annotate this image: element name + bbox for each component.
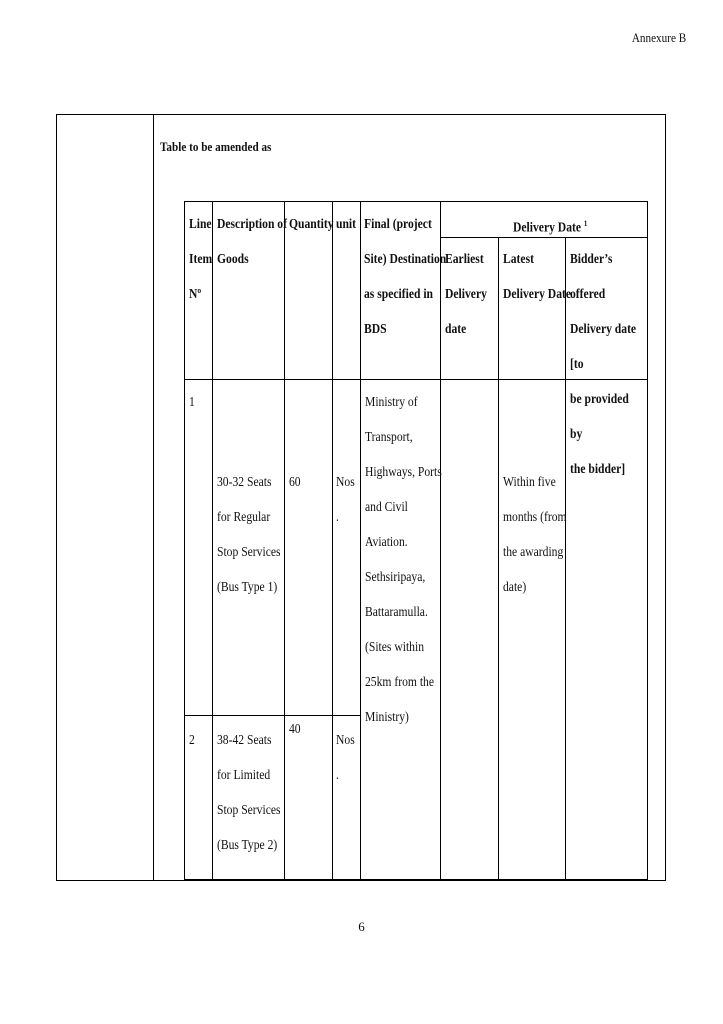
header-offered: Bidder’s offered Delivery date [to be provided by the bidder] [570, 251, 637, 476]
grid-line [184, 201, 648, 202]
header-line-item: Line Item Nº [189, 216, 213, 301]
latest-delivery-text: Within five months (from the awarding date) [503, 474, 567, 594]
amend-title: Table to be amended as [160, 139, 272, 154]
page-number: 6 [358, 919, 365, 934]
row2-unit: Nos . [336, 732, 355, 782]
outer-table-divider [153, 114, 154, 881]
header-destination: Final (project Site) Destination as specified in BDS [364, 216, 447, 336]
row1-number: 1 [189, 394, 195, 409]
header-delivery-date [513, 206, 587, 245]
row2-quantity: 40 [289, 721, 301, 736]
grid-line [184, 201, 185, 881]
grid-line [647, 201, 648, 881]
destination-text: Ministry of Transport, Highways, Ports and Civil Aviation. Sethsiripaya, Battaramulla. (Sites within 25km from the Ministry) [365, 394, 442, 724]
row2-description: 38-42 Seats for Limited Stop Services (Bus Type 2) [217, 732, 281, 852]
header-description: Description of Goods [217, 216, 287, 266]
goods-table [184, 201, 648, 881]
annexure-label: Annexure B [631, 30, 686, 45]
grid-line [184, 715, 361, 716]
delivery-date-label: Delivery Date [513, 219, 582, 235]
grid-line [332, 201, 333, 881]
header-latest: Latest Delivery Date [503, 251, 572, 301]
grid-line [360, 201, 361, 881]
row2-number: 2 [189, 732, 195, 747]
header-quantity: Quantity [289, 216, 334, 231]
row1-description: 30-32 Seats for Regular Stop Services (Bus Type 1) [217, 474, 281, 594]
header-earliest: Earliest Delivery date [445, 251, 487, 336]
grid-line [184, 879, 648, 881]
grid-line [284, 201, 285, 881]
grid-line [498, 237, 499, 881]
delivery-footnote-marker: 1 [583, 219, 588, 228]
header-unit: unit [336, 216, 357, 231]
row1-unit: Nos . [336, 474, 355, 524]
row1-quantity: 60 [289, 474, 301, 489]
